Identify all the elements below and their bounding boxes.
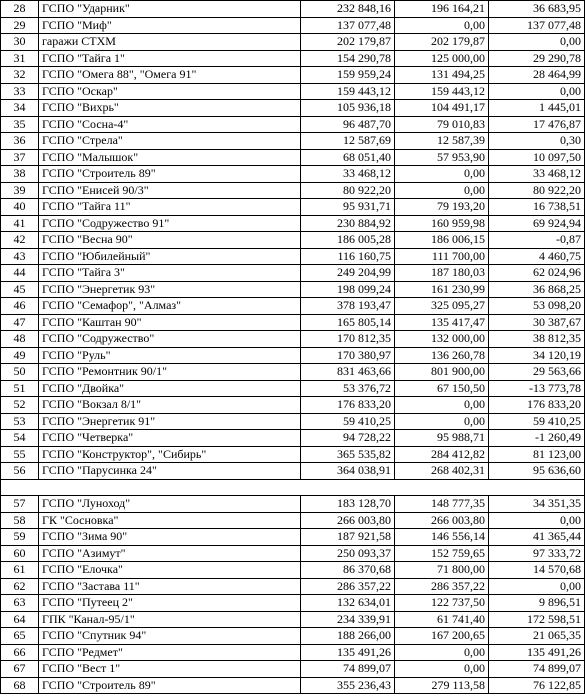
cooperative-name-cell: ГСПО "Строитель 89" <box>39 166 301 183</box>
amount-paid-cell: 0,00 <box>395 644 489 661</box>
cooperative-name-cell: ГСПО "Ударник" <box>39 1 301 18</box>
cooperative-name-cell: ГСПО "Юбилейный" <box>39 248 301 265</box>
amount-total-cell: 176 833,20 <box>301 397 395 414</box>
amount-total-cell: 230 884,92 <box>301 215 395 232</box>
amount-balance-cell: 36 683,95 <box>489 1 585 18</box>
row-number-cell: 57 <box>1 496 39 513</box>
table-row <box>1 166 585 183</box>
row-number-cell: 51 <box>1 380 39 397</box>
amount-total-cell: 183 128,70 <box>301 496 395 513</box>
cooperative-name-cell: ГСПО "Строитель 89" <box>39 677 301 694</box>
amount-paid-cell: 0,00 <box>395 166 489 183</box>
amount-balance-cell: 14 570,68 <box>489 562 585 579</box>
cooperative-name-cell: ГСПО "Оскар" <box>39 83 301 100</box>
cooperative-name-cell: ГСПО "Тайга 1" <box>39 50 301 67</box>
amount-total-cell: 80 922,20 <box>301 182 395 199</box>
amount-balance-cell: 1 445,01 <box>489 100 585 117</box>
table-row <box>1 644 585 661</box>
table-row <box>1 364 585 381</box>
row-number-cell: 34 <box>1 100 39 117</box>
table-row <box>1 116 585 133</box>
amount-total-cell: 266 003,80 <box>301 512 395 529</box>
row-number-cell: 65 <box>1 628 39 645</box>
amount-balance-cell: 21 065,35 <box>489 628 585 645</box>
amount-paid-cell: 167 200,65 <box>395 628 489 645</box>
amount-balance-cell: 9 896,51 <box>489 595 585 612</box>
amount-paid-cell: 71 800,00 <box>395 562 489 579</box>
table-row <box>1 298 585 315</box>
amount-paid-cell: 187 180,03 <box>395 265 489 282</box>
cooperative-name-cell: ГСПО "Малышок" <box>39 149 301 166</box>
cooperative-name-cell: ГСПО "Застава 11" <box>39 578 301 595</box>
amount-paid-cell: 284 412,82 <box>395 446 489 463</box>
amount-total-cell: 159 959,24 <box>301 67 395 84</box>
amount-total-cell: 232 848,16 <box>301 1 395 18</box>
row-number-cell: 47 <box>1 314 39 331</box>
row-number-cell: 68 <box>1 677 39 694</box>
table-row <box>1 199 585 216</box>
amount-paid-cell: 186 006,15 <box>395 232 489 249</box>
amount-balance-cell: 36 868,25 <box>489 281 585 298</box>
amount-balance-cell: 59 410,25 <box>489 413 585 430</box>
cooperative-name-cell: ГСПО "Вест 1" <box>39 661 301 678</box>
cooperative-name-cell: гаражи СТХМ <box>39 34 301 51</box>
amount-paid-cell: 12 587,39 <box>395 133 489 150</box>
amount-total-cell: 187 921,58 <box>301 529 395 546</box>
amount-balance-cell: 29 563,66 <box>489 364 585 381</box>
amount-total-cell: 198 099,24 <box>301 281 395 298</box>
cooperative-name-cell: ГСПО "Четверка" <box>39 430 301 447</box>
row-number-cell: 46 <box>1 298 39 315</box>
amount-paid-cell: 0,00 <box>395 397 489 414</box>
amount-total-cell: 74 899,07 <box>301 661 395 678</box>
table-row <box>1 397 585 414</box>
amount-total-cell: 378 193,47 <box>301 298 395 315</box>
row-number-cell: 35 <box>1 116 39 133</box>
cooperative-name-cell: ГСПО "Двойка" <box>39 380 301 397</box>
amount-balance-cell: 10 097,50 <box>489 149 585 166</box>
amount-total-cell: 95 931,71 <box>301 199 395 216</box>
amount-balance-cell: -1 260,49 <box>489 430 585 447</box>
amount-balance-cell: 0,00 <box>489 578 585 595</box>
amount-total-cell: 249 204,99 <box>301 265 395 282</box>
amount-balance-cell: 135 491,26 <box>489 644 585 661</box>
row-number-cell: 44 <box>1 265 39 282</box>
row-number-cell: 63 <box>1 595 39 612</box>
amount-total-cell: 12 587,69 <box>301 133 395 150</box>
table-row <box>1 595 585 612</box>
row-number-cell: 50 <box>1 364 39 381</box>
table-row <box>1 628 585 645</box>
amount-paid-cell: 148 777,35 <box>395 496 489 513</box>
amount-paid-cell: 161 230,99 <box>395 281 489 298</box>
amount-paid-cell: 135 417,47 <box>395 314 489 331</box>
row-number-cell: 48 <box>1 331 39 348</box>
amount-balance-cell: -0,87 <box>489 232 585 249</box>
amount-total-cell: 170 380,97 <box>301 347 395 364</box>
cooperative-name-cell: ГСПО "Энергетик 91" <box>39 413 301 430</box>
row-number-cell: 29 <box>1 17 39 34</box>
amount-paid-cell: 61 741,40 <box>395 611 489 628</box>
amount-total-cell: 188 266,00 <box>301 628 395 645</box>
amount-paid-cell: 104 491,17 <box>395 100 489 117</box>
amount-total-cell: 165 805,14 <box>301 314 395 331</box>
amount-paid-cell: 79 010,83 <box>395 116 489 133</box>
amount-balance-cell: 69 924,94 <box>489 215 585 232</box>
amount-total-cell: 59 410,25 <box>301 413 395 430</box>
amount-total-cell: 250 093,37 <box>301 545 395 562</box>
amount-paid-cell: 95 988,71 <box>395 430 489 447</box>
amount-paid-cell: 79 193,20 <box>395 199 489 216</box>
cooperative-name-cell: ГСПО "Азимут" <box>39 545 301 562</box>
amount-total-cell: 202 179,87 <box>301 34 395 51</box>
amount-balance-cell: 34 120,19 <box>489 347 585 364</box>
row-number-cell: 37 <box>1 149 39 166</box>
table-row <box>1 331 585 348</box>
amount-paid-cell: 196 164,21 <box>395 1 489 18</box>
table-row <box>1 281 585 298</box>
amount-total-cell: 154 290,78 <box>301 50 395 67</box>
amount-balance-cell: 0,00 <box>489 512 585 529</box>
table-row <box>1 67 585 84</box>
cooperative-name-cell: ГСПО "Содружество" <box>39 331 301 348</box>
table-row <box>1 314 585 331</box>
table-row <box>1 83 585 100</box>
amount-total-cell: 365 535,82 <box>301 446 395 463</box>
amount-paid-cell: 279 113,58 <box>395 677 489 694</box>
amount-balance-cell: 95 636,60 <box>489 463 585 480</box>
amount-paid-cell: 266 003,80 <box>395 512 489 529</box>
amount-paid-cell: 286 357,22 <box>395 578 489 595</box>
amount-total-cell: 355 236,43 <box>301 677 395 694</box>
table-row <box>1 17 585 34</box>
amount-paid-cell: 0,00 <box>395 182 489 199</box>
amount-paid-cell: 136 260,78 <box>395 347 489 364</box>
table-row <box>1 265 585 282</box>
amount-paid-cell: 159 443,12 <box>395 83 489 100</box>
row-number-cell: 38 <box>1 166 39 183</box>
cooperative-name-cell: ГСПО "Парусинка 24" <box>39 463 301 480</box>
cooperative-name-cell: ГСПО "Ремонтник 90/1" <box>39 364 301 381</box>
amount-balance-cell: 38 812,35 <box>489 331 585 348</box>
cooperative-name-cell: ГСПО "Вокзал 8/1" <box>39 397 301 414</box>
amount-balance-cell: 0,30 <box>489 133 585 150</box>
row-number-cell: 49 <box>1 347 39 364</box>
amount-total-cell: 137 077,48 <box>301 17 395 34</box>
row-number-cell: 32 <box>1 67 39 84</box>
cooperative-name-cell: ГСПО "Спутник 94" <box>39 628 301 645</box>
row-number-cell: 55 <box>1 446 39 463</box>
amount-total-cell: 53 376,72 <box>301 380 395 397</box>
table-row <box>1 232 585 249</box>
cooperative-name-cell: ГСПО "Луноход" <box>39 496 301 513</box>
page-break-spacer <box>1 479 585 496</box>
amount-balance-cell: 41 365,44 <box>489 529 585 546</box>
amount-paid-cell: 0,00 <box>395 413 489 430</box>
amount-balance-cell: 172 598,51 <box>489 611 585 628</box>
amount-balance-cell: 76 122,85 <box>489 677 585 694</box>
amount-paid-cell: 325 095,27 <box>395 298 489 315</box>
amount-balance-cell: 53 098,20 <box>489 298 585 315</box>
cooperative-name-cell: ГСПО "Каштан 90" <box>39 314 301 331</box>
row-number-cell: 61 <box>1 562 39 579</box>
row-number-cell: 67 <box>1 661 39 678</box>
amount-paid-cell: 57 953,90 <box>395 149 489 166</box>
table-row <box>1 133 585 150</box>
cooperative-name-cell: ГПК "Канал-95/1" <box>39 611 301 628</box>
amount-paid-cell: 131 494,25 <box>395 67 489 84</box>
amount-paid-cell: 125 000,00 <box>395 50 489 67</box>
amount-paid-cell: 160 959,98 <box>395 215 489 232</box>
amount-balance-cell: 17 476,87 <box>489 116 585 133</box>
amount-balance-cell: 81 123,00 <box>489 446 585 463</box>
row-number-cell: 41 <box>1 215 39 232</box>
table-row <box>1 562 585 579</box>
table-row <box>1 578 585 595</box>
amount-paid-cell: 111 700,00 <box>395 248 489 265</box>
table-row <box>1 215 585 232</box>
row-number-cell: 39 <box>1 182 39 199</box>
table-row <box>1 430 585 447</box>
amount-total-cell: 96 487,70 <box>301 116 395 133</box>
row-number-cell: 45 <box>1 281 39 298</box>
cooperative-name-cell: ГСПО "Весна 90" <box>39 232 301 249</box>
amount-paid-cell: 152 759,65 <box>395 545 489 562</box>
cooperative-name-cell: ГСПО "Омега 88", "Омега 91" <box>39 67 301 84</box>
row-number-cell: 62 <box>1 578 39 595</box>
row-number-cell: 59 <box>1 529 39 546</box>
amount-total-cell: 170 812,35 <box>301 331 395 348</box>
amount-paid-cell: 0,00 <box>395 661 489 678</box>
table-row <box>1 347 585 364</box>
cooperative-name-cell: ГСПО "Конструктор", "Сибирь" <box>39 446 301 463</box>
amount-total-cell: 135 491,26 <box>301 644 395 661</box>
table-row <box>1 611 585 628</box>
amount-total-cell: 286 357,22 <box>301 578 395 595</box>
cooperative-name-cell: ГСПО "Миф" <box>39 17 301 34</box>
table-row <box>1 463 585 480</box>
table-row <box>1 529 585 546</box>
amount-balance-cell: 0,00 <box>489 83 585 100</box>
row-number-cell: 60 <box>1 545 39 562</box>
amount-total-cell: 159 443,12 <box>301 83 395 100</box>
table-row <box>1 50 585 67</box>
cooperative-name-cell: ГК "Сосновка" <box>39 512 301 529</box>
table-row <box>1 248 585 265</box>
amount-balance-cell: 0,00 <box>489 34 585 51</box>
row-number-cell: 58 <box>1 512 39 529</box>
cooperative-name-cell: ГСПО "Енисей 90/3" <box>39 182 301 199</box>
amount-total-cell: 234 339,91 <box>301 611 395 628</box>
amount-total-cell: 94 728,22 <box>301 430 395 447</box>
amount-balance-cell: 16 738,51 <box>489 199 585 216</box>
cooperative-name-cell: ГСПО "Редмет" <box>39 644 301 661</box>
cooperative-name-cell: ГСПО "Содружество 91" <box>39 215 301 232</box>
amount-balance-cell: 62 024,96 <box>489 265 585 282</box>
row-number-cell: 36 <box>1 133 39 150</box>
amount-balance-cell: 33 468,12 <box>489 166 585 183</box>
amount-balance-cell: 29 290,78 <box>489 50 585 67</box>
table-row <box>1 149 585 166</box>
row-number-cell: 28 <box>1 1 39 18</box>
amount-total-cell: 364 038,91 <box>301 463 395 480</box>
amount-paid-cell: 122 737,50 <box>395 595 489 612</box>
amount-balance-cell: 80 922,20 <box>489 182 585 199</box>
cooperative-name-cell: ГСПО "Зима 90" <box>39 529 301 546</box>
row-number-cell: 53 <box>1 413 39 430</box>
amount-balance-cell: 176 833,20 <box>489 397 585 414</box>
amount-total-cell: 116 160,75 <box>301 248 395 265</box>
table-row <box>1 380 585 397</box>
table-row <box>1 34 585 51</box>
table-row <box>1 446 585 463</box>
table-row <box>1 413 585 430</box>
amount-total-cell: 86 370,68 <box>301 562 395 579</box>
cooperative-name-cell: ГСПО "Энергетик 93" <box>39 281 301 298</box>
cooperative-name-cell: ГСПО "Семафор", "Алмаз" <box>39 298 301 315</box>
amount-balance-cell: 74 899,07 <box>489 661 585 678</box>
row-number-cell: 66 <box>1 644 39 661</box>
amount-paid-cell: 67 150,50 <box>395 380 489 397</box>
cooperative-name-cell: ГСПО "Тайга 11" <box>39 199 301 216</box>
cooperative-name-cell: ГСПО "Стрела" <box>39 133 301 150</box>
amount-total-cell: 186 005,28 <box>301 232 395 249</box>
table-row <box>1 661 585 678</box>
amount-paid-cell: 801 900,00 <box>395 364 489 381</box>
table-row <box>1 182 585 199</box>
cooperative-name-cell: ГСПО "Елочка" <box>39 562 301 579</box>
table-row <box>1 677 585 694</box>
amount-balance-cell: -13 773,78 <box>489 380 585 397</box>
cooperative-name-cell: ГСПО "Тайга 3" <box>39 265 301 282</box>
row-number-cell: 54 <box>1 430 39 447</box>
amount-paid-cell: 132 000,00 <box>395 331 489 348</box>
table-row <box>1 496 585 513</box>
row-number-cell: 33 <box>1 83 39 100</box>
page-break-cell <box>1 479 585 496</box>
row-number-cell: 56 <box>1 463 39 480</box>
table-row <box>1 545 585 562</box>
table-row <box>1 1 585 18</box>
amount-total-cell: 831 463,66 <box>301 364 395 381</box>
amount-total-cell: 105 936,18 <box>301 100 395 117</box>
table-row <box>1 512 585 529</box>
cooperative-name-cell: ГСПО "Путеец 2" <box>39 595 301 612</box>
amount-balance-cell: 34 351,35 <box>489 496 585 513</box>
table-body <box>1 1 585 694</box>
row-number-cell: 40 <box>1 199 39 216</box>
amount-total-cell: 68 051,40 <box>301 149 395 166</box>
amount-balance-cell: 4 460,75 <box>489 248 585 265</box>
amount-total-cell: 33 468,12 <box>301 166 395 183</box>
amount-paid-cell: 202 179,87 <box>395 34 489 51</box>
row-number-cell: 43 <box>1 248 39 265</box>
row-number-cell: 42 <box>1 232 39 249</box>
cooperative-name-cell: ГСПО "Сосна-4" <box>39 116 301 133</box>
cooperative-name-cell: ГСПО "Вихрь" <box>39 100 301 117</box>
amount-balance-cell: 137 077,48 <box>489 17 585 34</box>
amount-total-cell: 132 634,01 <box>301 595 395 612</box>
amount-balance-cell: 97 333,72 <box>489 545 585 562</box>
amount-balance-cell: 28 464,99 <box>489 67 585 84</box>
table-row <box>1 100 585 117</box>
amount-paid-cell: 0,00 <box>395 17 489 34</box>
row-number-cell: 30 <box>1 34 39 51</box>
row-number-cell: 31 <box>1 50 39 67</box>
cooperative-name-cell: ГСПО "Руль" <box>39 347 301 364</box>
row-number-cell: 52 <box>1 397 39 414</box>
row-number-cell: 64 <box>1 611 39 628</box>
amount-paid-cell: 268 402,31 <box>395 463 489 480</box>
amount-balance-cell: 30 387,67 <box>489 314 585 331</box>
amount-paid-cell: 146 556,14 <box>395 529 489 546</box>
